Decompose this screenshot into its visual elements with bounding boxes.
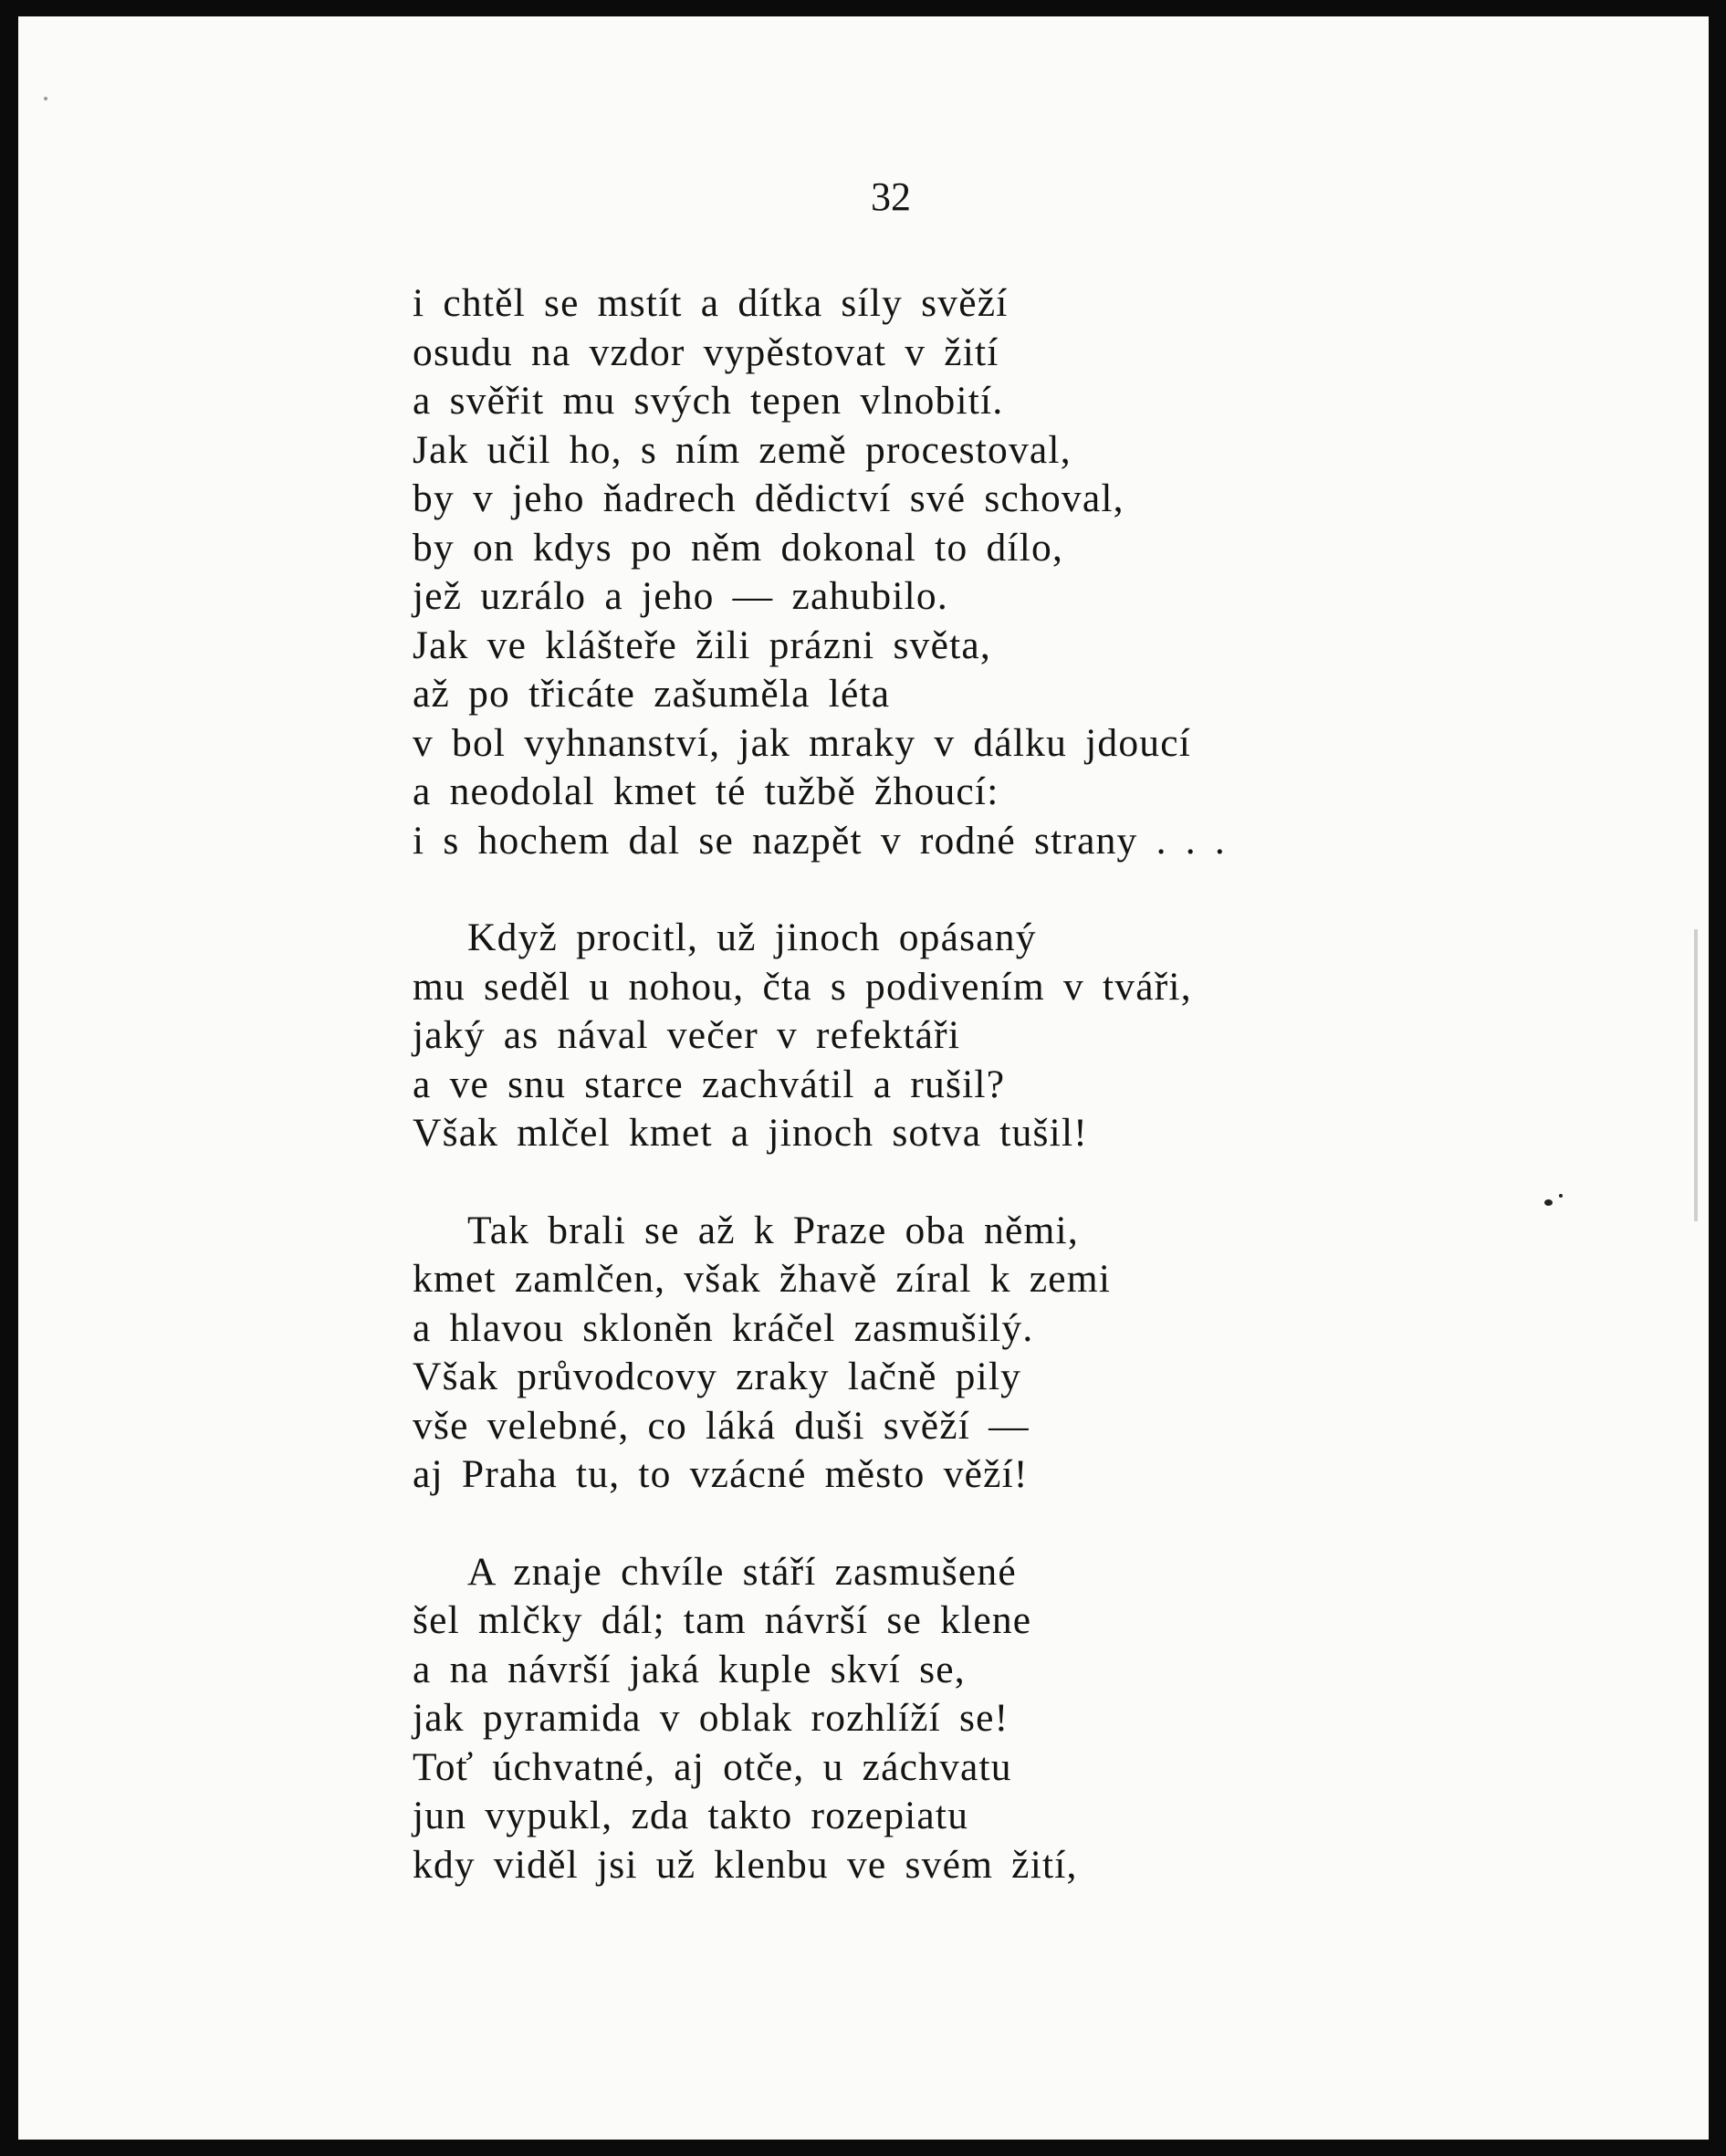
poem-line: a neodolal kmet té tužbě žhoucí: (413, 769, 999, 813)
poem-line: šel mlčky dál; tam návrší se klene (413, 1598, 1032, 1642)
poem-line: A znaje chvíle stáří zasmušené (467, 1549, 1017, 1594)
poem-line: by on kdys po něm dokonal to dílo, (413, 525, 1064, 570)
book-page (18, 16, 1709, 2140)
poem-line: Jak učil ho, s ním země procestoval, (413, 427, 1072, 472)
poem-line: i chtěl se mstít a dítka síly svěží (413, 281, 1009, 325)
poem-line: jež uzrálo a jeho — zahubilo. (413, 574, 948, 618)
poem-line: Však průvodcovy zraky lačně pily (413, 1355, 1022, 1398)
poem-line: vše velebné, co láká duši svěží — (413, 1403, 1030, 1448)
ink-speck (44, 97, 47, 100)
stanza-3 (413, 1207, 1508, 1500)
poem-line: a svěřit mu svých tepen vlnobití. (413, 379, 1004, 423)
page-number (18, 173, 1709, 220)
poem-line: až po třicáte zašuměla léta (413, 672, 891, 716)
poem-line: by v jeho ňadrech dědictví své schoval, (413, 476, 1125, 520)
poem-line: Toť úchvatné, aj otče, u záchvatu (413, 1744, 1012, 1789)
stanza-4 (413, 1548, 1508, 1890)
poem-line: aj Praha tu, to vzácné město věží! (413, 1452, 1029, 1496)
page-number-text: 32 (871, 174, 911, 219)
poem-line: osudu na vzdor vypěstovat v žití (413, 330, 999, 374)
poem-line: a hlavou skloněn kráčel zasmušilý. (413, 1305, 1034, 1350)
stanza-1 (413, 279, 1508, 865)
poem-line: a na návrší jaká kuple skví se, (413, 1647, 966, 1691)
poem-line: jun vypukl, zda takto rozepiatu (413, 1794, 969, 1837)
poem-line: Jak ve klášteře žili prázni světa, (413, 623, 991, 667)
ink-speck (1559, 1194, 1563, 1198)
poem-line: jak pyramida v oblak rozhlíží se! (413, 1696, 1009, 1740)
poem-line: mu seděl u nohou, čta s podivením v tváři, (413, 964, 1192, 1009)
poem-line: Však mlčel kmet a jinoch sotva tušil! (413, 1111, 1088, 1155)
poem-line: v bol vyhnanství, jak mraky v dálku jdoucí (413, 720, 1192, 765)
poem-line: a ve snu starce zachvátil a rušil? (413, 1062, 1006, 1106)
poem-line: i s hochem dal se nazpět v rodné strany . . . (413, 818, 1226, 863)
poem-line: kdy viděl jsi už klenbu ve svém žití, (413, 1842, 1078, 1887)
poem-text (413, 279, 1508, 1889)
stanza-2 (413, 914, 1508, 1158)
poem-line: jaký as nával večer v refektáři (413, 1013, 961, 1057)
page-edge-mark (1694, 929, 1698, 1221)
ink-speck (1544, 1199, 1553, 1206)
poem-line: Když procitl, už jinoch opásaný (467, 916, 1037, 959)
poem-line: Tak brali se až k Praze oba němi, (467, 1208, 1079, 1252)
poem-line: kmet zamlčen, však žhavě zíral k zemi (413, 1257, 1112, 1301)
